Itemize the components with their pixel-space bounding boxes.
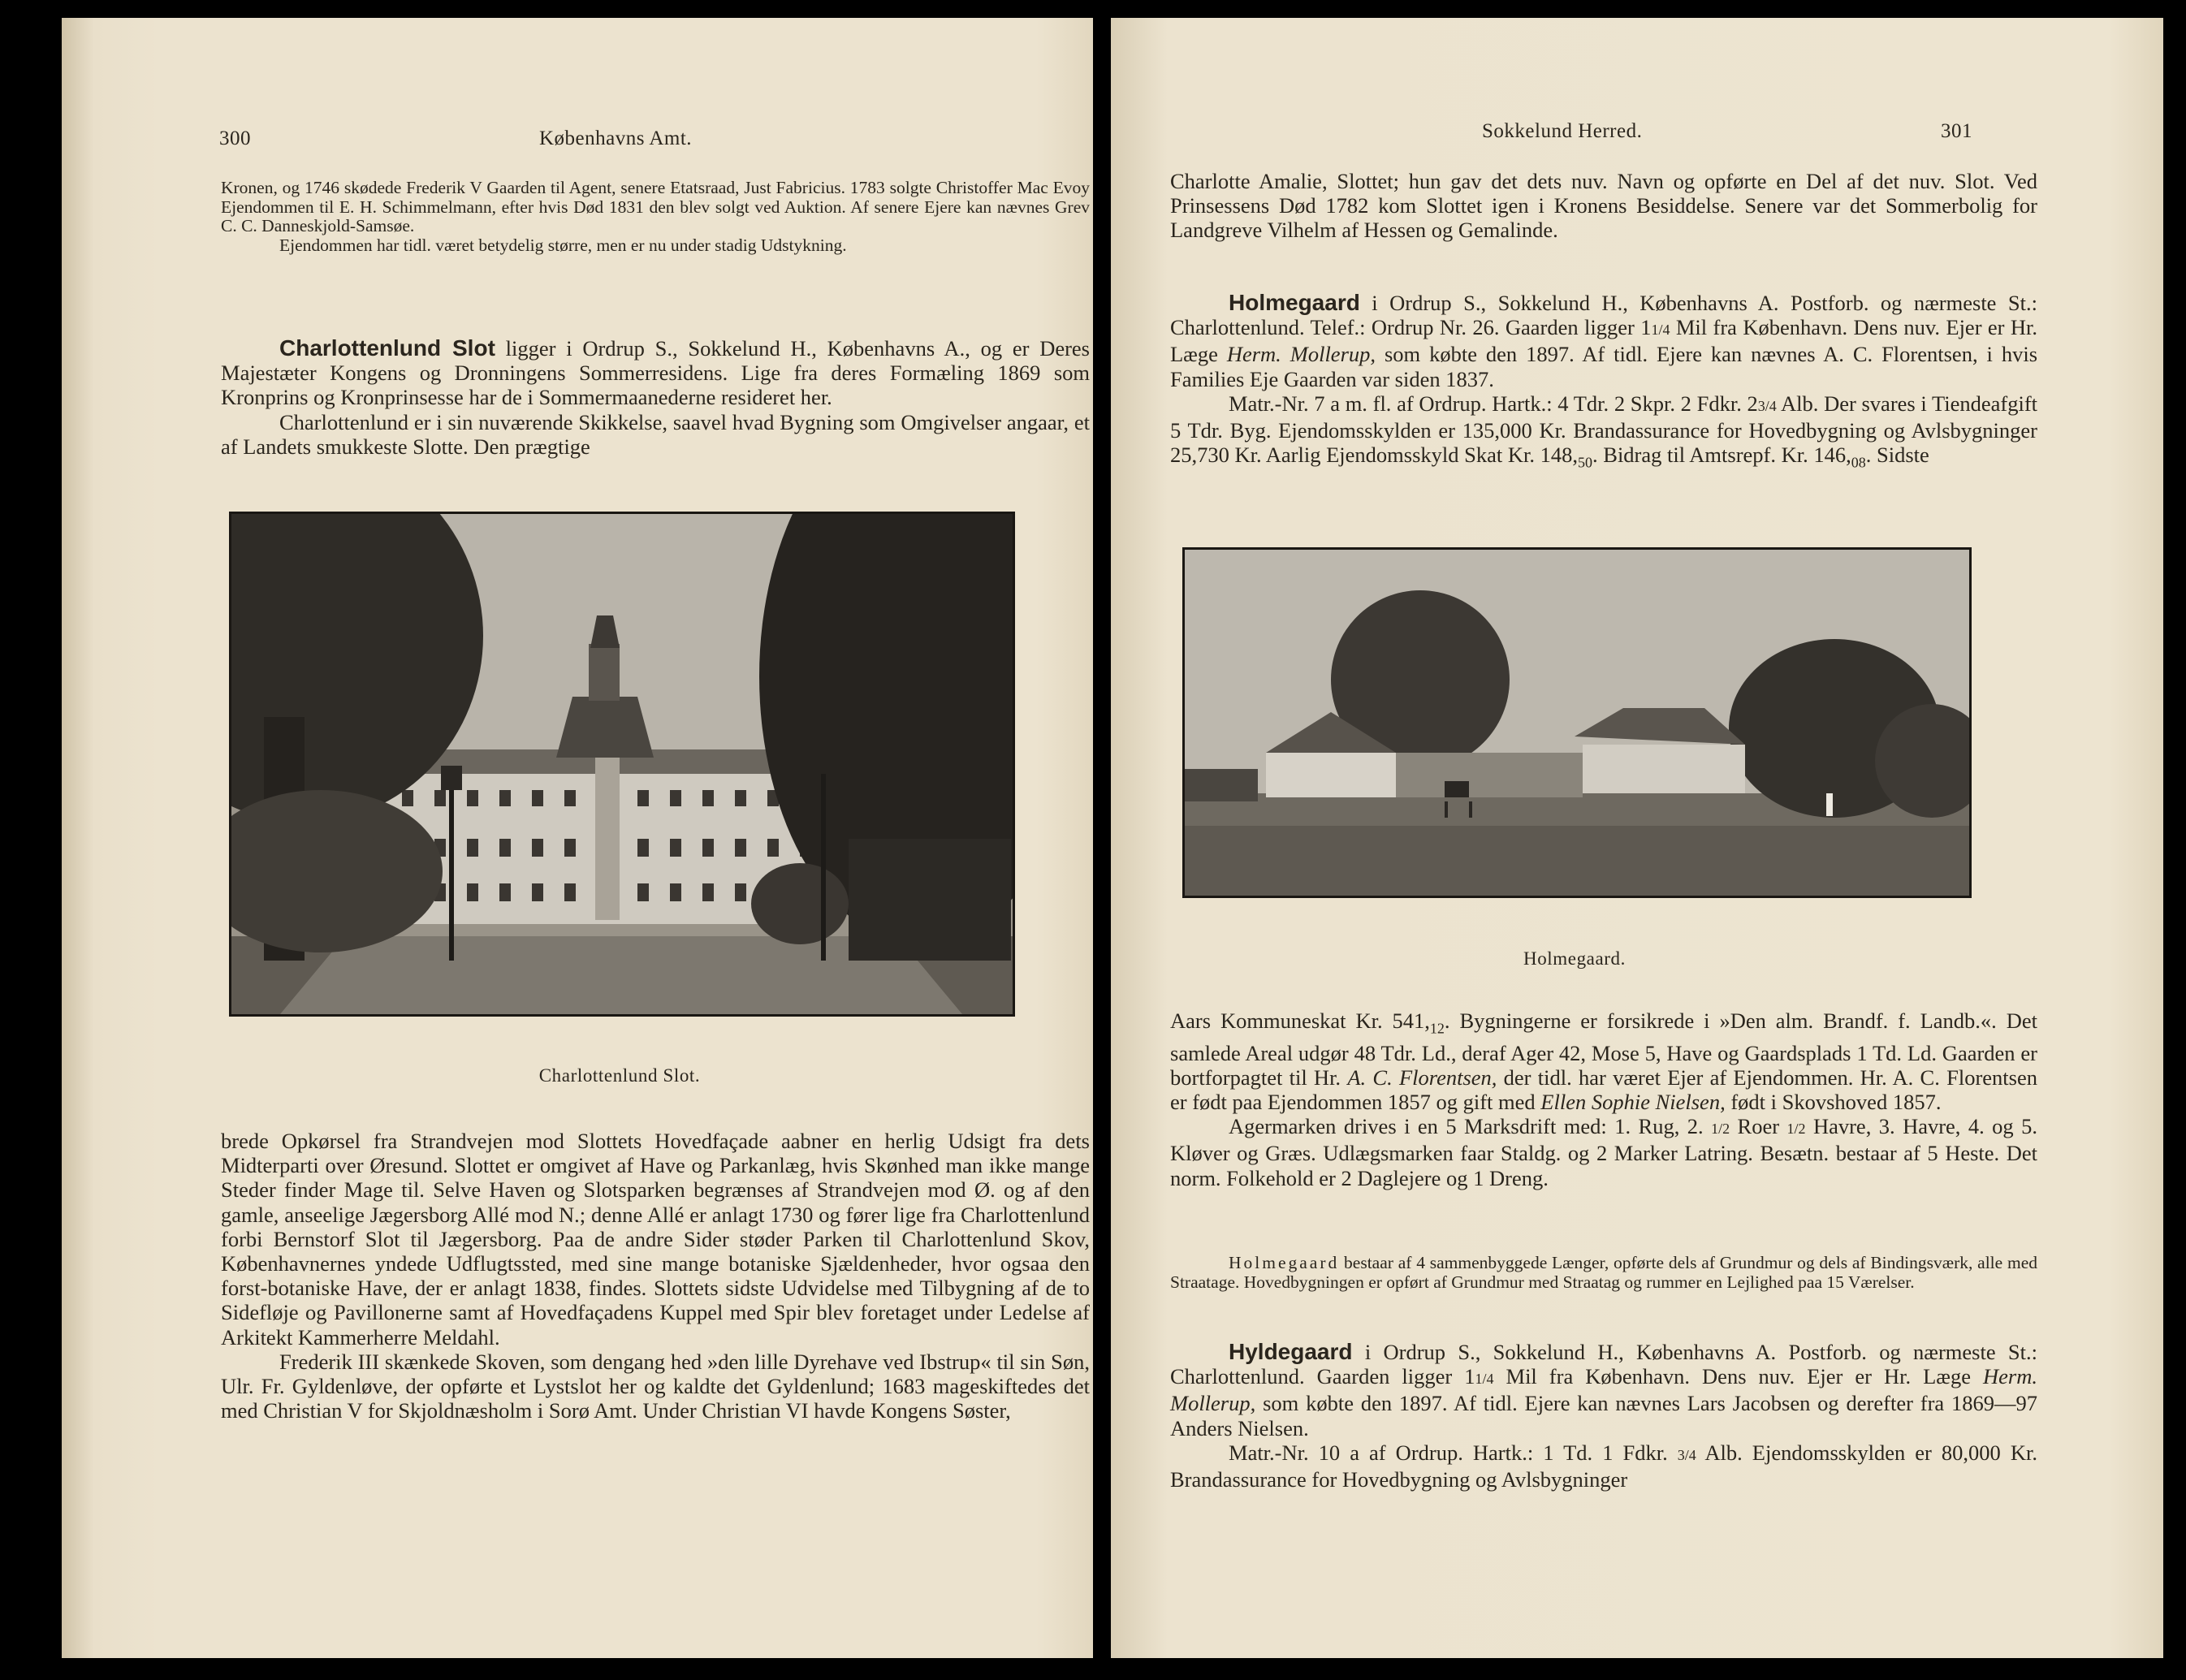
text-run: i Ordrup S., Sokkelund H., Københavns A. Postforb. og nærmeste St.: Charlottenlund. Telef.: Ordrup Nr. 26. Gaarden ligger 1 [1170, 291, 2037, 340]
text-run: Matr.-Nr. 10 a af Ordrup. Hartk.: 1 Td. 1 Fdkr. [1229, 1440, 1678, 1465]
paragraph-text: ligger i Ordrup S., Sokkelund H., Københavns A., og er Deres Majestæter Kongens og Dronningens Sommerresidens. Lige fra deres Formæling 1869 som Kronprins og Kronprinsesse har de i Sommermaanederne resideret her. [221, 336, 1090, 410]
intro-paragraph [1170, 169, 2037, 243]
page-number: 300 [219, 127, 251, 149]
text-run: Agermarken drives i en 5 Marksdrift med: 1. Rug, 2. [1229, 1114, 1712, 1139]
section-heading: Charlottenlund Slot [279, 335, 495, 361]
text-run: . Bidrag til Amtsrepf. Kr. 146, [1592, 443, 1851, 468]
text-run: . Sidste [1865, 443, 1929, 468]
text-run: Havre, 3. Havre, 4. og 5. Kløver og Græs. Udlægsmarken faar Staldg. og 2 Marker Latring. Besætn. bestaar af 5 Heste. Det norm. Folkehold er 2 Daglejere og 1 Dreng. [1170, 1114, 2037, 1190]
text-run: født i Skovshoved 1857. [1725, 1089, 1942, 1114]
text-run: som købte den 1897. Af tidl. Ejere kan nævnes A. C. Florentsen, i hvis Families Eje Gaarden var siden 1837. [1170, 342, 2038, 391]
section-heading: Holmegaard [1229, 290, 1360, 315]
text-run: Matr.-Nr. 7 a m. fl. af Ordrup. Hartk.: 4 Tdr. 2 Skpr. 2 Fdkr. 2 [1229, 391, 1758, 416]
text-run: Aars Kommuneskat Kr. 541, [1170, 1008, 1430, 1033]
decimal-sub: 50 [1578, 454, 1593, 471]
decimal-sub: 12 [1429, 1020, 1445, 1037]
right-page [1111, 18, 2163, 1658]
paragraph-text: Charlotte Amalie, Slottet; hun gav det dets nuv. Navn og opførte en Del af det nuv. Slot. Ved Prinsessens Død 1782 kom Slottet igen i Kronens Besiddelse. Senere var det Sommerbolig for Landgreve Vilhelm af Hessen og Gemalinde. [1170, 169, 2037, 243]
photo-caption: Holmegaard. [1523, 948, 1627, 969]
text-run: som købte den 1897. Af tidl. Ejere kan nævnes Lars Jacobsen og derefter fra 1869—97 Anders Nielsen. [1170, 1391, 2037, 1440]
page-number: 301 [1941, 120, 1972, 142]
holmegaard-photo [1182, 547, 1972, 898]
holmegaard-small-note [1170, 1254, 2037, 1292]
fraction: 1/4 [1475, 1371, 1494, 1388]
wife-name: Ellen Sophie Nielsen, [1540, 1089, 1726, 1114]
paragraph-text: brede Opkørsel fra Strandvejen mod Slottets Hovedfaçade aabner en herlig Udsigt fra dets Midterparti over Øresund. Slottet er omgivet af Have og Parkanlæg, hvis Skønhed man ikke mange Steder finder Mage til. Selve Haven og Slotsparken begrænses af Strandvejen mod Ø. og af den gamle, anseelige Jægersborg Allé mod N.; denne Allé er anlagt 1730 og fører lige fra Charlottenlund forbi Bernstorf Slot til Jægersborg. Paa de andre Sider støder Parken til Charlottenlund Skov, Københavnernes yndede Udflugtssted, med sine mange botaniske Sjældenheder, hvor ogsaa den forst-botaniske Have, der er anlagt 1838, findes. Slottets sidste Udvidelse med Tilbygning af de to Sidefløje og Pavillonerne samt af Hovedfaçadens Kuppel med Spir blev foretaget under Ledelse af Arkitekt Kammerherre Meldahl. [221, 1129, 1090, 1350]
text-run: Mil fra København. Dens nuv. Ejer er Hr. Læge [1170, 315, 2037, 367]
section-heading: Hyldegaard [1229, 1339, 1353, 1364]
running-head: Sokkelund Herred. [1482, 120, 1643, 142]
hyldegaard-section [1170, 1340, 2037, 1492]
owner-name: Herm. Mollerup, [1170, 1364, 2037, 1416]
decimal-sub: 08 [1851, 454, 1866, 471]
fraction: 3/4 [1677, 1446, 1696, 1463]
fraction: 3/4 [1757, 397, 1777, 414]
small-paragraph: Ejendommen har tidl. været betydelig større, men er nu under stadig Udstykning. [279, 235, 847, 255]
text-run: i Ordrup S., Sokkelund H., Københavns A. Postforb. og nærmeste St.: Charlottenlund. Gaarden ligger 1 [1170, 1340, 2037, 1389]
small-paragraph: Kronen, og 1746 skødede Frederik V Gaarden til Agent, senere Etatsraad, Just Fabricius. 1783 solgte Christoffer Mac Evoy Ejendommen til E. H. Schimmelmann, efter hvis Død 1831 den blev solgt ved Auktion. Af senere Ejere kan nævnes Grev C. C. Danneskjold-Samsøe. [221, 178, 1090, 235]
holmegaard-section [1170, 291, 2037, 475]
charlottenlund-section [221, 336, 1090, 459]
fraction: 1/2 [1711, 1121, 1730, 1138]
photo-caption: Charlottenlund Slot. [538, 1065, 701, 1086]
text-run: Alb. Der svares i Tiendeafgift 5 Tdr. Byg. Ejendomsskylden er 135,000 Kr. Brandassurance for Hovedbygning og Avlsbygninger 25,730 Kr. Aarlig Ejendomsskyld Skat Kr. 148, [1170, 391, 2038, 468]
paragraph-text: Frederik III skænkede Skoven, som dengang hed »den lille Dyrehave ved Ibstrup« til sin Søn, Ulr. Fr. Gyldenløve, der opførte et Lystslot her og kaldte det Gyldenlund; 1683 mageskiftedes det med Christian V for Skjoldnæsholm i Sorø Amt. Under Christian VI havde Kongens Søster, [221, 1349, 1090, 1423]
text-run: Mil fra København. Dens nuv. Ejer er Hr. Læge [1493, 1364, 1984, 1389]
paragraph-text: Charlottenlund er i sin nuværende Skikkelse, saavel hvad Bygning som Omgivelser angaar, et af Landets smukkeste Slotte. Den prægtige [221, 409, 1090, 459]
text-run: bestaar af 4 sammenbyggede Længer, opførte dels af Grundmur og dels af Bindingsværk, alle med Straatage. Hovedbygningen er opført af Grundmur med Straatag og rummer en Lejlighed paa 15 Værelser. [1170, 1253, 2037, 1292]
fraction: 1/2 [1786, 1121, 1806, 1138]
fraction: 1/4 [1651, 322, 1670, 339]
intro-small-text [221, 179, 1090, 255]
text-run: Roer [1730, 1114, 1787, 1139]
charlottenlund-slot-photo [229, 512, 1015, 1017]
text-run: der tidl. har været Ejer af Ejendommen. Hr. A. C. Florentsen er født paa Ejendommen 1857 og gift med [1170, 1065, 2037, 1114]
owner-name: Herm. Mollerup, [1226, 342, 1376, 367]
tenant-name: A. C. Florentsen, [1347, 1065, 1497, 1090]
text-run: Alb. Ejendomsskylden er 80,000 Kr. Brandassurance for Hovedbygning og Avlsbygninger [1170, 1440, 2037, 1492]
spaced-name: Holmegaard [1229, 1253, 1340, 1272]
charlottenlund-continuation [221, 1129, 1090, 1423]
left-page [62, 18, 1093, 1658]
text-run: . Bygningerne er forsikrede i »Den alm. Brandf. f. Landb.«. Det samlede Areal udgør 48 Tdr. Ld., deraf Ager 42, Mose 5, Have og Gaardsplads 1 Td. Ld. Gaarden er bortforpagtet til Hr. [1170, 1008, 2037, 1090]
running-head: Københavns Amt. [539, 127, 693, 149]
holmegaard-continuation [1170, 1008, 2037, 1190]
